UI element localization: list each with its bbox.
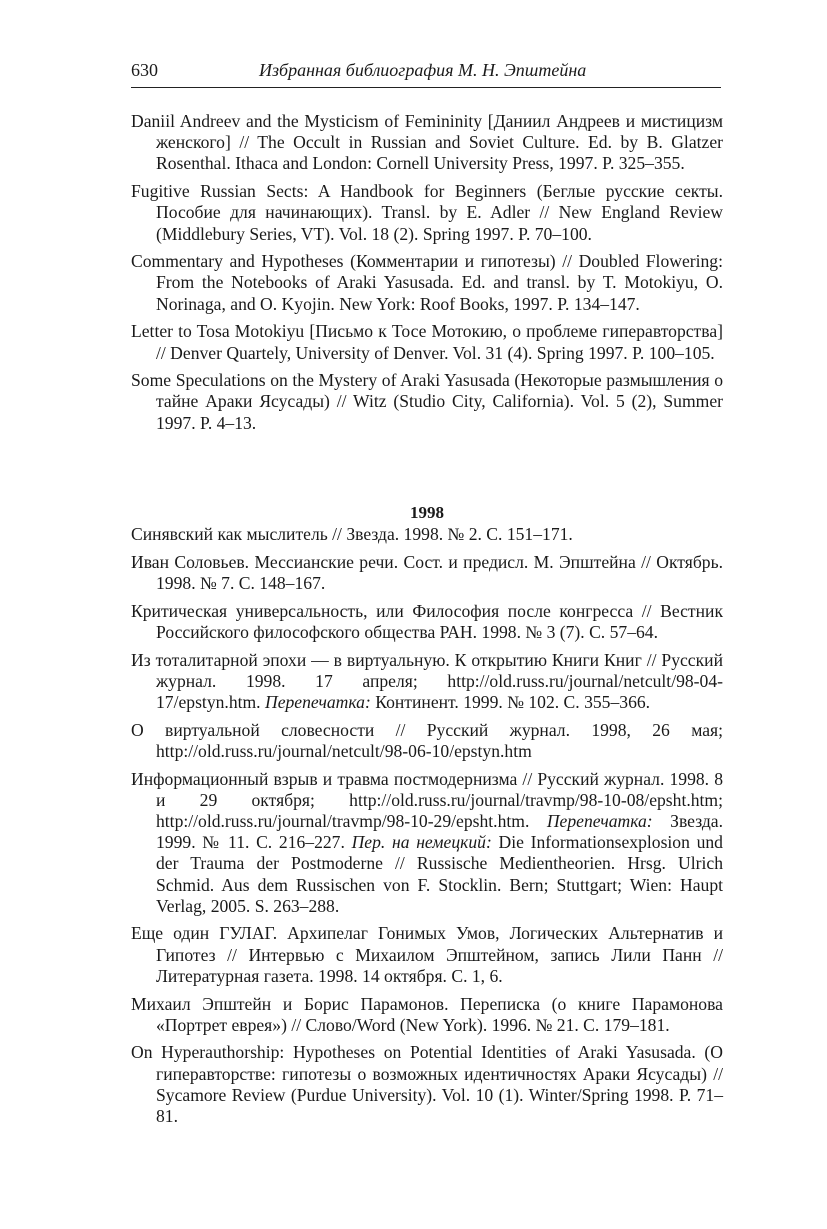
bibliography-1998 — [131, 524, 723, 1134]
bib-entry — [131, 1042, 723, 1127]
bib-entry: Some Speculations on the Mystery of Araki Yasusada (Некоторые размышления о тайне Араки Ясусады) // Witz (Studio City, California). Vol. 5 (2), Summer 1997. P. 4–13. — [131, 370, 723, 433]
entry-text: Die Informationsexplosion und der Trauma der Postmoderne // Russische Medientheorien. Hrsg. Ulrich Schmid. Aus dem Russischen von F. Stocklin. Bern; Stuttgart; Wien: Haupt Verlag, 2005. S. 263–288. — [156, 832, 723, 916]
bib-entry — [131, 601, 723, 643]
running-header — [131, 60, 721, 88]
entry-text: On Hyperauthorship: Hypotheses on Potential Identities of Araki Yasusada. (О гиперавторстве: гипотезы о возможных идентичностях Араки Ясусады) // Sycamore Review (Purdue University). Vol. 10 (1). Winter/Spring 1998. P. 71–81. — [131, 1042, 723, 1127]
entry-note-italic: Перепечатка: — [264, 691, 371, 712]
entry-text: Иван Соловьев. Мессианские речи. Сост. и предисл. М. Эпштейна // Октябрь. 1998. № 7. С. 148–167. — [131, 551, 723, 593]
entry-text: Континент. 1999. № 102. С. 355–366. — [370, 691, 651, 712]
entry-text: Из тоталитарной эпохи — в виртуальную. К открытию Книги Книг // Русский журнал. 1998. 17 апреля; http://old.russ.ru/journal/netcult/98-04-17/epstyn.htm. — [131, 649, 723, 712]
entry-text: Звезда. 1999. № 11. С. 216–227. — [156, 810, 723, 853]
entry-text: Критическая универсальность, или Философия после конгресса // Вестник Российского философского общества РАН. 1998. № 3 (7). С. 57–64. — [131, 600, 723, 642]
entry-note-italic: Пер. на немецкий: — [351, 832, 492, 853]
bib-entry — [131, 923, 723, 987]
bibliography-1997 — [131, 111, 723, 440]
bib-entry: Letter to Tosa Motokiyu [Письмо к Тосе Мотокию, о проблеме гиперавторства] // Denver Quartely, University of Denver. Vol. 31 (4). Spring 1997. P. 100–105. — [131, 321, 723, 363]
entry-text: Информационный взрыв и травма постмодернизма // Русский журнал. 1998. 8 и 29 октября; http://old.russ.ru/journal/travmp/98-10-08/epsht.htm; http://old.russ.ru/journal/travmp/98-10-29/epsht.htm. — [131, 768, 723, 831]
running-title: Избранная библиография М. Н. Эпштейна — [259, 60, 587, 80]
bib-entry: Fugitive Russian Sects: A Handbook for Beginners (Беглые русские секты. Пособие для начинающих). Transl. by E. Adler // New England Review (Middlebury Series, VT). Vol. 18 (2). Spring 1997. P. 70–100. — [131, 181, 723, 244]
entry-text: Еще один ГУЛАГ. Архипелаг Гонимых Умов, Логических Альтернатив и Гипотез // Интервью с Михаилом Эпштейном, запись Лили Панн // Литературная газета. 1998. 14 октября. С. 1, 6. — [131, 923, 723, 986]
bib-entry — [131, 994, 723, 1036]
year-heading: 1998 — [410, 503, 444, 522]
bib-entry — [131, 720, 723, 762]
bib-entry: Commentary and Hypotheses (Комментарии и гипотезы) // Doubled Flowering: From the Notebooks of Araki Yasusada. Ed. and transl. by T. Motokiyu, O. Norinaga, and O. Kyojin. New York: Roof Books, 1997. P. 134–147. — [131, 251, 723, 314]
entry-text: Михаил Эпштейн и Борис Парамонов. Переписка (о книге Парамонова «Портрет еврея») // Слово/Word (New York). 1996. № 21. С. 179–181. — [131, 993, 723, 1035]
bib-entry — [131, 769, 723, 917]
entry-text: О виртуальной словесности // Русский журнал. 1998, 26 мая; http://old.russ.ru/journal/netcult/98-06-10/epstyn.htm — [131, 719, 723, 761]
bib-entry: Daniil Andreev and the Mysticism of Femininity [Даниил Андреев и мистицизм женского] // The Occult in Russian and Soviet Culture. Ed. by B. Glatzer Rosenthal. Ithaca and London: Cornell University Press, 1997. P. 325–355. — [131, 111, 723, 174]
page-number: 630 — [131, 60, 158, 80]
entry-note-italic: Перепечатка: — [546, 810, 653, 831]
bib-entry — [131, 524, 723, 545]
bib-entry — [131, 650, 723, 714]
entry-text: Синявский как мыслитель // Звезда. 1998. № 2. С. 151–171. — [131, 524, 573, 544]
bib-entry — [131, 552, 723, 594]
